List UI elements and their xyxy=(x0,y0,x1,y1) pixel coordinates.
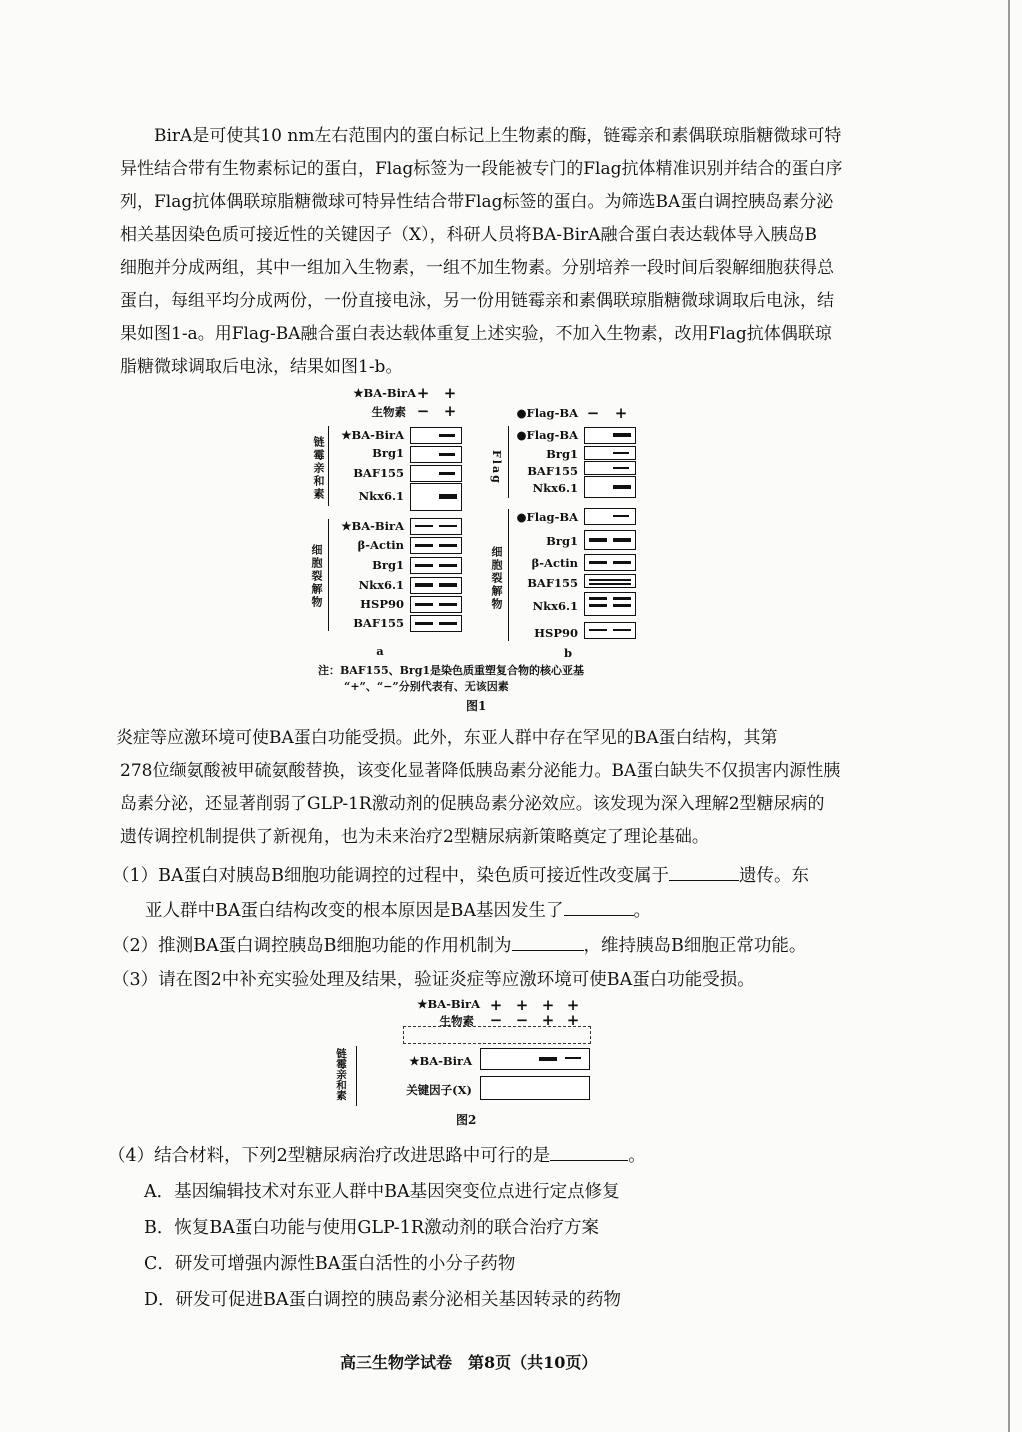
fig1a-group1-bracket xyxy=(328,426,329,506)
fig1a-row-label: Nkx6.1 xyxy=(358,489,404,503)
fig1a-lane-box xyxy=(410,446,462,463)
option-c[interactable]: C．研发可增强内源性BA蛋白活性的小分子药物 xyxy=(144,1254,516,1274)
answer-blank[interactable] xyxy=(512,950,584,951)
intro-line: 列，Flag抗体偶联琼脂糖微球可特异性结合带Flag标签的蛋白。为筛选BA蛋白调控胰岛素分泌 xyxy=(120,192,834,212)
fig1a-group2-label: 细胞裂解物 xyxy=(310,544,323,609)
intro-line: BirA是可使其10 nm左右范围内的蛋白标记上生物素的酶，链霉亲和素偶联琼脂糖微球可特 xyxy=(154,126,842,146)
fig2-sign: + xyxy=(566,996,580,1014)
fig1b-lane-box xyxy=(584,427,636,444)
fig1b-lane-box xyxy=(584,574,636,588)
band xyxy=(439,494,457,499)
fig2-lane-box xyxy=(480,1048,590,1070)
fig1b-sign: − xyxy=(586,404,600,422)
band xyxy=(415,544,433,547)
band xyxy=(613,467,629,469)
fig1b-lane-box xyxy=(584,622,636,639)
fig2-title: 图2 xyxy=(456,1113,477,1127)
band xyxy=(415,583,433,587)
option-d[interactable]: D．研发可促进BA蛋白调控的胰岛素分泌相关基因转录的药物 xyxy=(144,1290,622,1310)
band xyxy=(439,544,457,547)
fig1a-row-label: ★BA-BirA xyxy=(341,428,404,442)
question-2-text: （2）推测BA蛋白调控胰岛B细胞功能的作用机制为 xyxy=(112,936,512,956)
fig1b-group2-label: 细胞裂解物 xyxy=(490,546,503,611)
fig2-row1-label: ★BA-BirA xyxy=(417,997,480,1011)
question-4 xyxy=(108,1142,646,1167)
band xyxy=(589,561,607,564)
fig2-sign: − xyxy=(515,1011,529,1029)
answer-blank[interactable] xyxy=(564,915,634,916)
band xyxy=(613,597,631,600)
question-1-line1 xyxy=(112,862,809,887)
intro-line: 异性结合带有生物素标记的蛋白，Flag标签为一段能被专门的Flag抗体精准识别并结合的蛋白序 xyxy=(120,159,843,179)
fig1b-lane-box xyxy=(584,446,636,460)
fig2-lane-label: ★BA-BirA xyxy=(409,1054,472,1068)
fig1a-lane-box xyxy=(410,596,462,613)
fig1a-row-label: BAF155 xyxy=(353,616,404,630)
fig1a-lane-box xyxy=(410,615,462,632)
fig1a-row-label: BAF155 xyxy=(353,466,404,480)
question-1-text-cont: 遗传。东 xyxy=(739,866,809,886)
band xyxy=(589,629,607,631)
fig2-sign: + xyxy=(566,1011,580,1029)
fig2-answer-lane-box[interactable] xyxy=(480,1076,590,1100)
answer-blank[interactable] xyxy=(550,1160,628,1161)
answer-blank[interactable] xyxy=(669,880,739,881)
fig1a-lane-box xyxy=(410,577,462,594)
fig1-note-line2: “+”、“−”分别代表有、无该因素 xyxy=(344,680,509,693)
fig1-title: 图1 xyxy=(466,699,487,713)
fig1a-sign: + xyxy=(443,402,457,420)
fig1b-row-label: BAF155 xyxy=(527,576,578,590)
fig1a-header-label: ★BA-BirA xyxy=(353,386,416,400)
fig1a-lane-box xyxy=(410,483,462,511)
fig2-sign: + xyxy=(515,996,529,1014)
fig2-sign: + xyxy=(541,996,555,1014)
fig2-lane-label: 关键因子(X) xyxy=(406,1083,472,1097)
band xyxy=(589,604,607,607)
band xyxy=(415,603,433,606)
band xyxy=(539,1057,557,1061)
fig1a-row-label: β-Actin xyxy=(357,538,404,552)
fig2-sign: + xyxy=(541,1011,555,1029)
question-1-line2 xyxy=(145,897,651,922)
question-4-end: 。 xyxy=(628,1146,646,1166)
question-4-text: （4）结合材料，下列2型糖尿病治疗改进思路中可行的是 xyxy=(108,1146,551,1166)
fig1b-group1-label: Flag xyxy=(490,450,503,485)
fig2-sign: − xyxy=(489,1011,503,1029)
question-1-text: （1）BA蛋白对胰岛B细胞功能调控的过程中，染色质可接近性改变属于 xyxy=(112,866,669,886)
fig1a-lane-box xyxy=(410,537,462,554)
fig1b-caption: b xyxy=(563,646,573,660)
fig1b-row-label: Nkx6.1 xyxy=(532,599,578,613)
fig1-note-line1: 注：BAF155、Brg1是染色质重塑复合物的核心亚基 xyxy=(318,664,585,677)
band xyxy=(439,583,457,587)
scan-edge-line xyxy=(1008,0,1010,1432)
fig1b-row-label: ●Flag-BA xyxy=(516,428,578,442)
band xyxy=(439,564,457,567)
fig1b-sign: + xyxy=(614,404,628,422)
fig1b-lane-box xyxy=(584,508,636,525)
question-2-end: ，维持胰岛B细胞正常功能。 xyxy=(583,936,807,956)
band xyxy=(613,515,629,517)
fig1a-header-label: 生物素 xyxy=(371,405,406,419)
band xyxy=(439,525,457,527)
fig1b-lane-box xyxy=(584,476,636,498)
fig1a-sign: + xyxy=(416,384,430,402)
fig2-row2-label: 生物素 xyxy=(439,1014,474,1028)
question-3: （3）请在图2中补充实验处理及结果，验证炎症等应激环境可使BA蛋白功能受损。 xyxy=(112,970,755,990)
band xyxy=(613,538,631,542)
band xyxy=(565,1057,581,1059)
fig1b-row-label: Nkx6.1 xyxy=(532,481,578,495)
fig1a-row-label: HSP90 xyxy=(360,597,404,611)
fig1a-group1-label: 链霉亲和素 xyxy=(312,436,325,501)
band xyxy=(439,472,455,475)
fig1b-lane-box xyxy=(584,530,636,550)
fig2-sign: + xyxy=(489,996,503,1014)
fig1b-lane-box xyxy=(584,592,636,616)
question-1-line2-text: 亚人群中BA蛋白结构改变的根本原因是BA基因发生了 xyxy=(145,901,564,921)
context-line: 278位缬氨酸被甲硫氨酸替换，该变化显著降低胰岛素分泌能力。BA蛋白缺失不仅损害内源性胰 xyxy=(120,761,841,781)
fig1b-row-label: BAF155 xyxy=(527,464,578,478)
band xyxy=(439,603,457,606)
fig1a-lane-box xyxy=(410,427,462,444)
figure-1 xyxy=(300,384,660,714)
fig1b-row-label: Brg1 xyxy=(546,447,578,461)
fig1a-row-label: Brg1 xyxy=(372,446,404,460)
fig1a-lane-box xyxy=(410,557,462,574)
fig1b-row-label: β-Actin xyxy=(531,556,578,570)
band xyxy=(613,561,631,564)
band xyxy=(613,452,629,454)
band xyxy=(589,579,631,581)
band xyxy=(439,453,455,456)
band xyxy=(589,538,607,542)
band xyxy=(415,564,433,567)
fig1a-lane-box xyxy=(410,518,462,535)
fig1b-row-label: ●Flag-BA xyxy=(516,510,578,524)
question-1-end: 。 xyxy=(633,901,651,921)
fig1b-lane-box xyxy=(584,554,636,571)
option-b[interactable]: B．恢复BA蛋白功能与使用GLP-1R激动剂的联合治疗方案 xyxy=(144,1218,599,1238)
band xyxy=(439,622,457,625)
band xyxy=(415,622,433,625)
page-footer: 高三生物学试卷 第8页（共10页） xyxy=(340,1353,598,1372)
intro-line: 相关基因染色质可接近性的关键因子（X），科研人员将BA-BirA融合蛋白表达载体导入胰岛B xyxy=(120,225,817,245)
fig1b-header-label: ●Flag-BA xyxy=(516,406,578,420)
band xyxy=(439,434,455,437)
fig1a-lane-box xyxy=(410,465,462,482)
intro-line: 蛋白，每组平均分成两份，一份直接电泳，另一份用链霉亲和素偶联琼脂糖微球调取后电泳，结 xyxy=(120,291,834,311)
band xyxy=(613,433,631,437)
fig1a-sign: − xyxy=(416,402,430,420)
fig1a-row-label: ★BA-BirA xyxy=(341,519,404,533)
band xyxy=(415,525,433,527)
fig1a-row-label: Brg1 xyxy=(372,558,404,572)
fig1a-caption: a xyxy=(376,644,384,658)
band xyxy=(613,629,631,631)
band xyxy=(613,485,631,489)
fig1a-group2-bracket xyxy=(328,519,329,631)
band xyxy=(589,597,607,600)
fig2-treatment-box[interactable] xyxy=(403,1026,591,1044)
fig2-side-label: 链霉亲和素 xyxy=(335,1048,347,1101)
band xyxy=(589,583,631,585)
fig2-bracket xyxy=(356,1046,357,1106)
fig1b-lane-box xyxy=(584,461,636,475)
fig1a-row-label: Nkx6.1 xyxy=(358,578,404,592)
fig1b-row-label: Brg1 xyxy=(546,534,578,548)
option-a[interactable]: A．基因编辑技术对东亚人群中BA基因突变位点进行定点修复 xyxy=(144,1182,620,1202)
intro-line: 脂糖微球调取后电泳，结果如图1-b。 xyxy=(120,357,403,377)
question-2 xyxy=(112,932,806,957)
figure-2 xyxy=(330,994,610,1129)
intro-line: 细胞并分成两组，其中一组加入生物素，一组不加生物素。分别培养一段时间后裂解细胞获得总 xyxy=(120,258,834,278)
intro-line: 果如图1-a。用Flag-BA融合蛋白表达载体重复上述实验，不加入生物素，改用Flag抗体偶联琼 xyxy=(120,324,832,344)
context-line: 遗传调控机制提供了新视角，也为未来治疗2型糖尿病新策略奠定了理论基础。 xyxy=(120,827,709,847)
fig1a-sign: + xyxy=(443,384,457,402)
fig1b-row-label: HSP90 xyxy=(534,626,578,640)
fig1b-group2-bracket xyxy=(508,509,509,641)
band xyxy=(613,604,631,607)
context-line: 岛素分泌，还显著削弱了GLP-1R激动剂的促胰岛素分泌效应。该发现为深入理解2型糖尿病的 xyxy=(120,794,825,814)
context-line: 炎症等应激环境可使BA蛋白功能受损。此外，东亚人群中存在罕见的BA蛋白结构，其第 xyxy=(116,728,778,748)
